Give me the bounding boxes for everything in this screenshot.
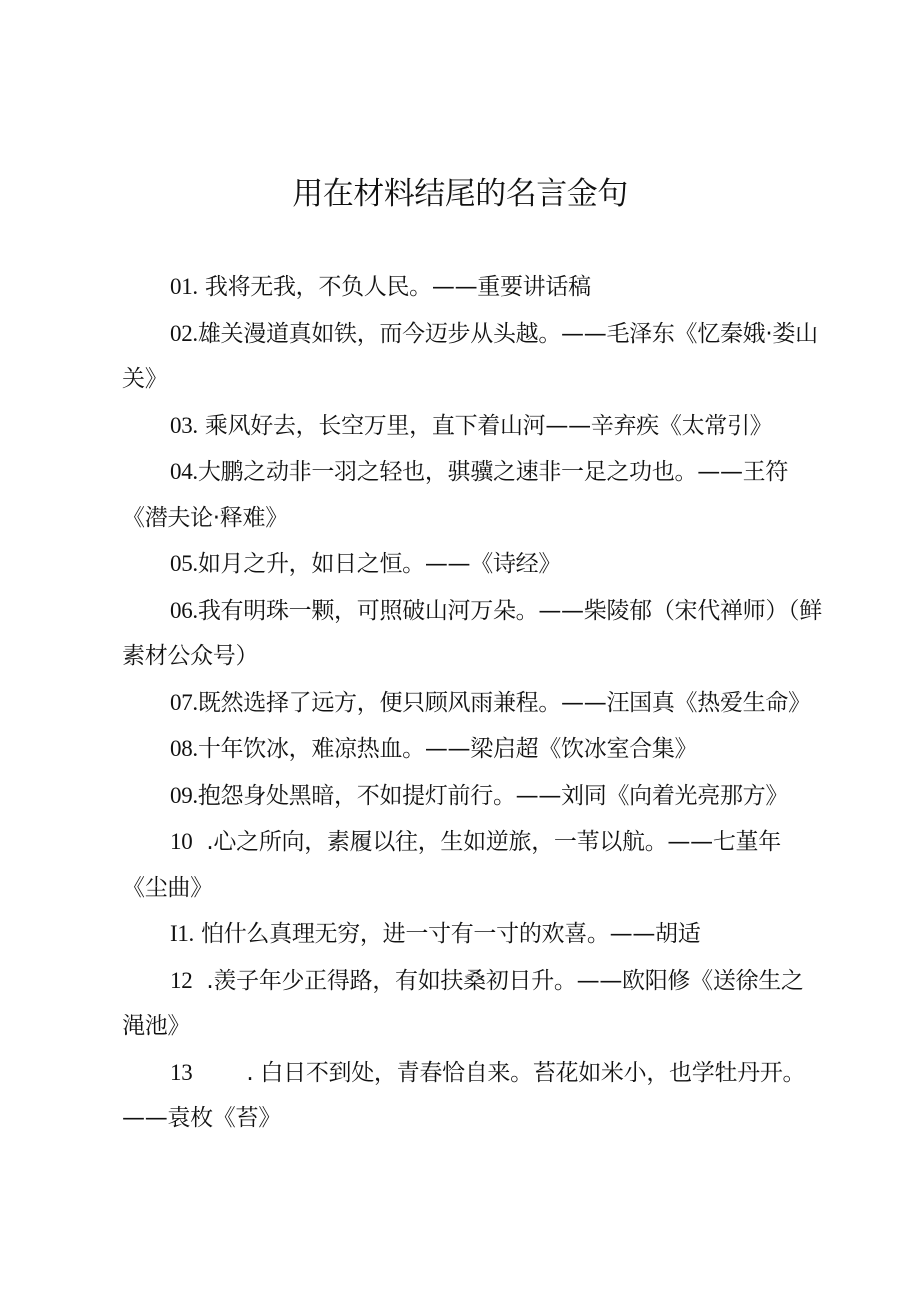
quote-text: 怕什么真理无穷，进一寸有一寸的欢喜。——胡适 — [194, 921, 701, 947]
quote-number: 13 — [170, 1059, 193, 1085]
quote-number: 04. — [170, 459, 198, 484]
quote-item — [122, 680, 822, 727]
quote-text: .羡子年少正得路，有如扶桑初日升。——欧阳修《送徐生之渑池》 — [122, 967, 804, 1039]
document-title: 用在材料结尾的名言金句 — [292, 176, 628, 212]
quote-text: .心之所向，素履以往，生如逆旅，一苇以航。——七堇年《尘曲》 — [122, 829, 781, 901]
quote-number: I1. — [170, 921, 195, 946]
quote-text: 十年饮冰，难凉热血。——梁启超《饮冰室合集》 — [197, 736, 698, 762]
quote-item — [122, 264, 822, 311]
quote-text: 大鹏之动非一羽之轻也，骐骥之速非一足之功也。——王符《潜夫论·释难》 — [122, 459, 789, 531]
quote-item — [122, 541, 822, 588]
quote-number: 12 — [170, 967, 193, 993]
quote-text: 既然选择了远方，便只顾风雨兼程。——汪国真《热爱生命》 — [197, 689, 811, 716]
quote-item — [122, 449, 822, 541]
quote-number: 01. — [170, 274, 198, 299]
quote-number: 08. — [170, 736, 198, 761]
quote-text: 乘风好去，长空万里，直下着山河——辛弃疾《太常引》 — [197, 412, 773, 439]
quote-item — [122, 958, 822, 1050]
quote-number: 06. — [170, 597, 198, 623]
quote-number: 02. — [170, 320, 198, 346]
quote-item — [122, 726, 822, 773]
quote-text: 我将无我，不负人民。——重要讲话稿 — [197, 274, 591, 300]
quote-item — [122, 403, 822, 450]
quote-text: 雄关漫道真如铁，而今迈步从头越。——毛泽东《忆秦娥·娄山关》 — [122, 320, 818, 392]
quote-item — [122, 311, 822, 403]
quote-number: 03. — [170, 412, 198, 438]
quote-number: 05. — [170, 551, 198, 576]
quote-number: 09. — [170, 782, 198, 808]
quote-text: 我有明珠一颗，可照破山河万朵。——柴陵郁（宋代禅师）（鲜素材公众号） — [122, 597, 822, 669]
quote-item — [122, 773, 822, 820]
quote-item — [122, 588, 822, 680]
quote-item — [122, 819, 822, 911]
quote-text: . 白日不到处，青春恰自来。苔花如米小，也学牡丹开。——袁枚《苔》 — [122, 1059, 806, 1131]
quote-number: 10 — [170, 829, 193, 854]
quote-text: 抱怨身处黑暗，不如提灯前行。——刘同《向着光亮那方》 — [197, 782, 789, 809]
quote-number: 07. — [170, 689, 198, 715]
quote-text: 如月之升，如日之恒。——《诗经》 — [197, 551, 562, 577]
quote-list — [122, 264, 822, 1142]
quote-item — [122, 1050, 822, 1142]
quote-item — [122, 911, 822, 958]
